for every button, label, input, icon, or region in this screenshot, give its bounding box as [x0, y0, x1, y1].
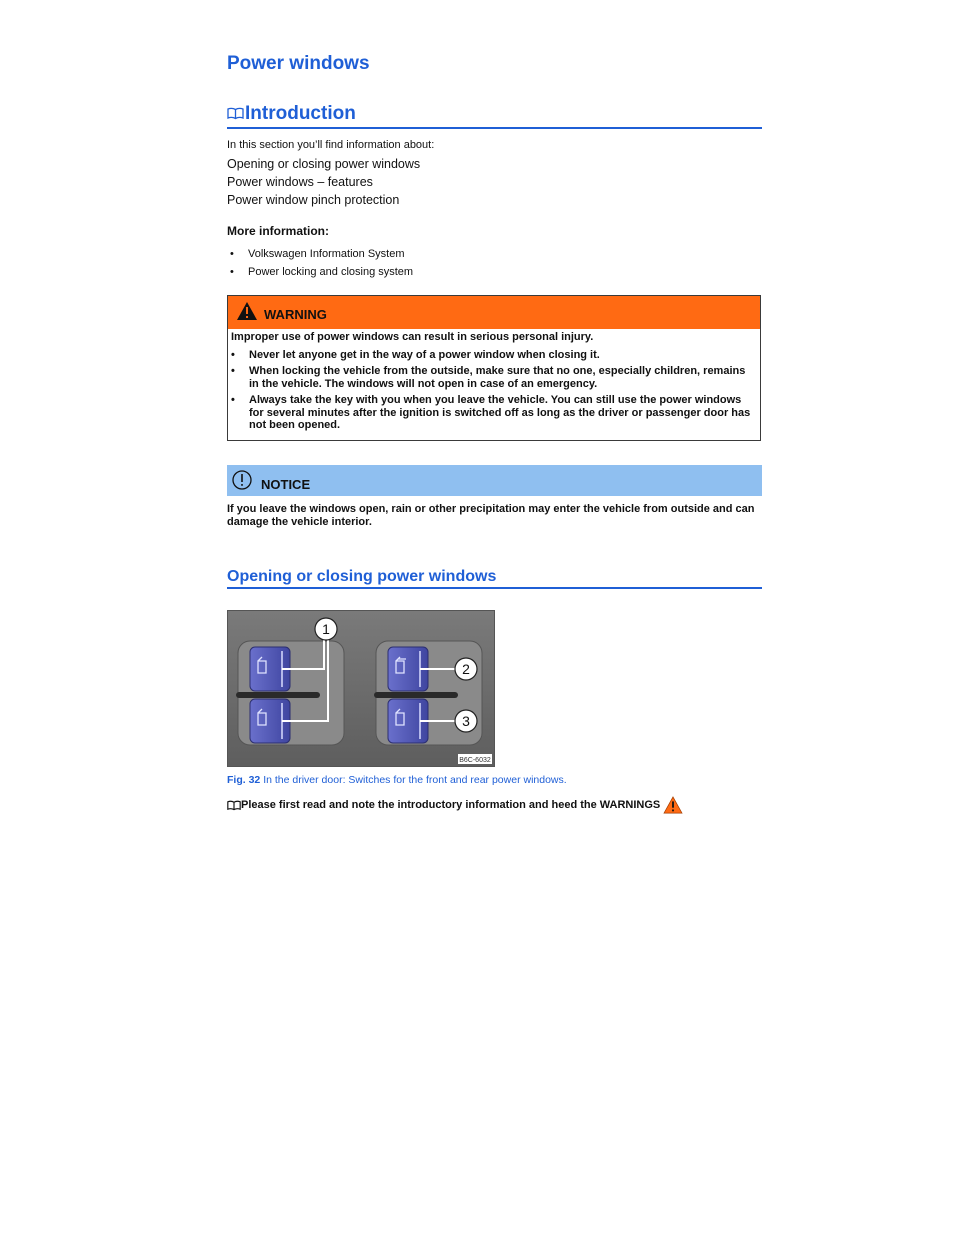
warning-body [228, 329, 760, 432]
topic-link-pinch-protection[interactable]: Power window pinch protection [227, 193, 400, 207]
introduction-lead: In this section you’ll find information about: [227, 139, 435, 151]
warning-header [228, 296, 760, 329]
introduction-heading-label: Introduction [245, 103, 356, 124]
topic-link-features[interactable]: Power windows – features [227, 175, 373, 189]
figure-caption [227, 774, 567, 787]
topic-list [227, 155, 420, 209]
figure-caption-text: In the driver door: Switches for the front and rear power windows. [263, 774, 567, 786]
more-info-item-vw-info-system: • Volkswagen Information System [227, 245, 413, 263]
more-info-item-power-locking: • Power locking and closing system [227, 263, 413, 281]
svg-text:3: 3 [462, 713, 470, 729]
warning-triangle-icon[interactable] [663, 796, 683, 814]
switch-illustration [228, 611, 494, 766]
callout-2 [455, 658, 477, 680]
notice-header [227, 465, 762, 496]
svg-text:1: 1 [322, 621, 330, 637]
image-code: B6C-6032 [459, 757, 491, 764]
warning-triangle-icon [236, 301, 258, 321]
warning-label: WARNING [264, 307, 327, 322]
warning-bullet: • Always take the key with you when you leave the vehicle. You can still use the power windows for several minutes after the ignition is switched off as long as the driver or passenger door has not been opened. [231, 394, 751, 431]
warning-intro: Improper use of power windows can result in serious personal injury. [231, 331, 594, 343]
book-icon [227, 107, 244, 120]
topic-link-opening-closing[interactable]: Opening or closing power windows [227, 157, 421, 171]
warning-bullet: • When locking the vehicle from the outside, make sure that no one, especially children, remains in the vehicle. The windows will not open in case of an emergency. [231, 365, 746, 390]
warning-box [227, 295, 761, 441]
introduction-heading [227, 102, 762, 129]
callout-3 [455, 710, 477, 732]
svg-text:2: 2 [462, 661, 470, 677]
more-information-heading: More information: [227, 224, 329, 238]
switch-figure [227, 610, 495, 767]
more-information-list [227, 245, 413, 281]
book-icon [227, 800, 241, 811]
notice-exclamation-icon [231, 469, 253, 491]
opening-closing-heading: Opening or closing power windows [227, 566, 762, 589]
callout-1 [315, 618, 337, 640]
warning-bullet: • Never let anyone get in the way of a power window when closing it. [231, 348, 600, 361]
read-note [227, 795, 683, 815]
notice-text: If you leave the windows open, rain or other precipitation may enter the vehicle from outside and can damage the vehicle interior. [227, 503, 755, 528]
page-title: Power windows [227, 53, 370, 74]
read-note-text: Please first read and note the introductory information and heed the WARNINGS [241, 799, 661, 812]
figure-number: Fig. 32 [227, 774, 261, 786]
notice-label: NOTICE [261, 477, 311, 492]
